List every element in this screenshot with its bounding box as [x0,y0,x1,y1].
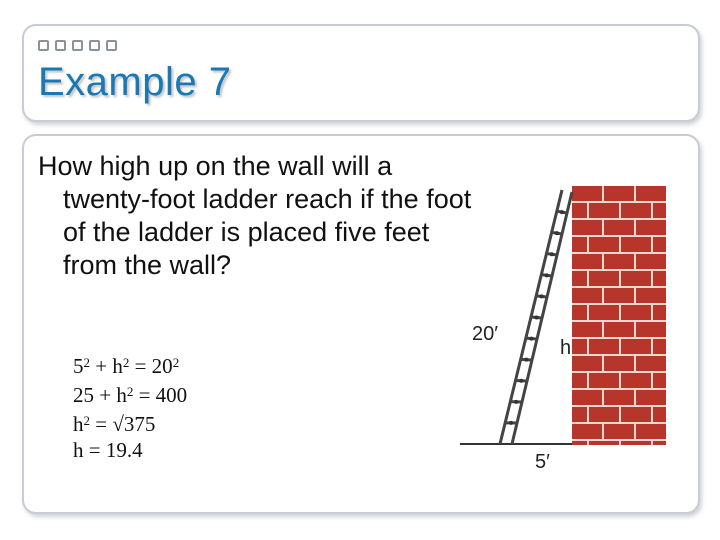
rung-bolt [555,231,559,235]
rung-bolt [535,316,539,320]
brick [653,407,666,422]
rung-bolt [540,294,544,298]
brick [572,203,587,218]
rung-bolt [529,337,533,341]
brick [604,186,634,201]
brick [621,339,651,354]
brick [636,424,666,439]
brick [653,237,666,252]
rung-bolt [545,273,549,277]
rung-bolt [550,252,554,256]
decorative-squares [38,40,117,51]
brick [572,356,602,371]
brick [572,305,587,320]
brick [636,390,666,405]
question-text: How high up on the wall will a twenty-foot ladder reach if the foot of the ladder is placed five feet from the wall? [38,151,472,280]
brick [589,305,619,320]
ladder-label: 20′ [472,323,498,345]
equation-line: h = 19.4 [73,438,143,462]
brick [621,373,651,388]
brick [604,356,634,371]
brick [604,390,634,405]
brick [636,254,666,269]
rung-bolt [509,421,513,425]
ladder-wall-diagram [460,182,670,482]
brick [653,203,666,218]
brick [636,288,666,303]
brick [572,339,587,354]
brick [636,220,666,235]
brick [572,322,602,337]
brick [621,305,651,320]
rung-bolt [524,358,528,362]
brick [572,237,587,252]
brick [653,373,666,388]
brick [572,441,587,445]
brick [604,220,634,235]
brick [621,441,651,445]
square-icon [38,40,49,51]
brick [636,356,666,371]
brick [636,322,666,337]
height-label: h [560,337,572,359]
brick [621,237,651,252]
rung-bolt [514,400,518,404]
brick [604,424,634,439]
brick [636,186,666,201]
brick [572,220,602,235]
brick [572,186,602,201]
rung-bolt [560,210,564,214]
brick [653,441,666,445]
brick [589,339,619,354]
square-icon [106,40,117,51]
brick [653,339,666,354]
brick [653,271,666,286]
square-icon [55,40,66,51]
ladder [500,190,572,444]
brick [589,203,619,218]
brick [653,305,666,320]
square-icon [72,40,83,51]
brick [572,254,602,269]
base-label: 5′ [535,451,550,473]
brick [604,322,634,337]
title-panel [22,24,700,122]
equation-line: $5^2 + h^2 = 20^2$ [73,354,180,378]
brick [621,203,651,218]
square-icon [89,40,100,51]
brick [589,271,619,286]
rung-bolt [519,379,523,383]
brick [572,390,602,405]
brick [589,237,619,252]
brick [589,407,619,422]
brick-wall [572,186,666,445]
brick [621,271,651,286]
brick [589,373,619,388]
brick [604,254,634,269]
brick [572,288,602,303]
brick [589,441,619,445]
brick [572,407,587,422]
slide-title: Example 7 [38,60,232,104]
brick [572,271,587,286]
equation-line: $25 + h^2 = 400$ [73,383,188,407]
brick [604,288,634,303]
equation-line: $h^2 = √375$ [73,412,156,436]
brick [621,407,651,422]
brick [572,424,602,439]
equations-block [73,350,187,463]
brick [572,373,587,388]
